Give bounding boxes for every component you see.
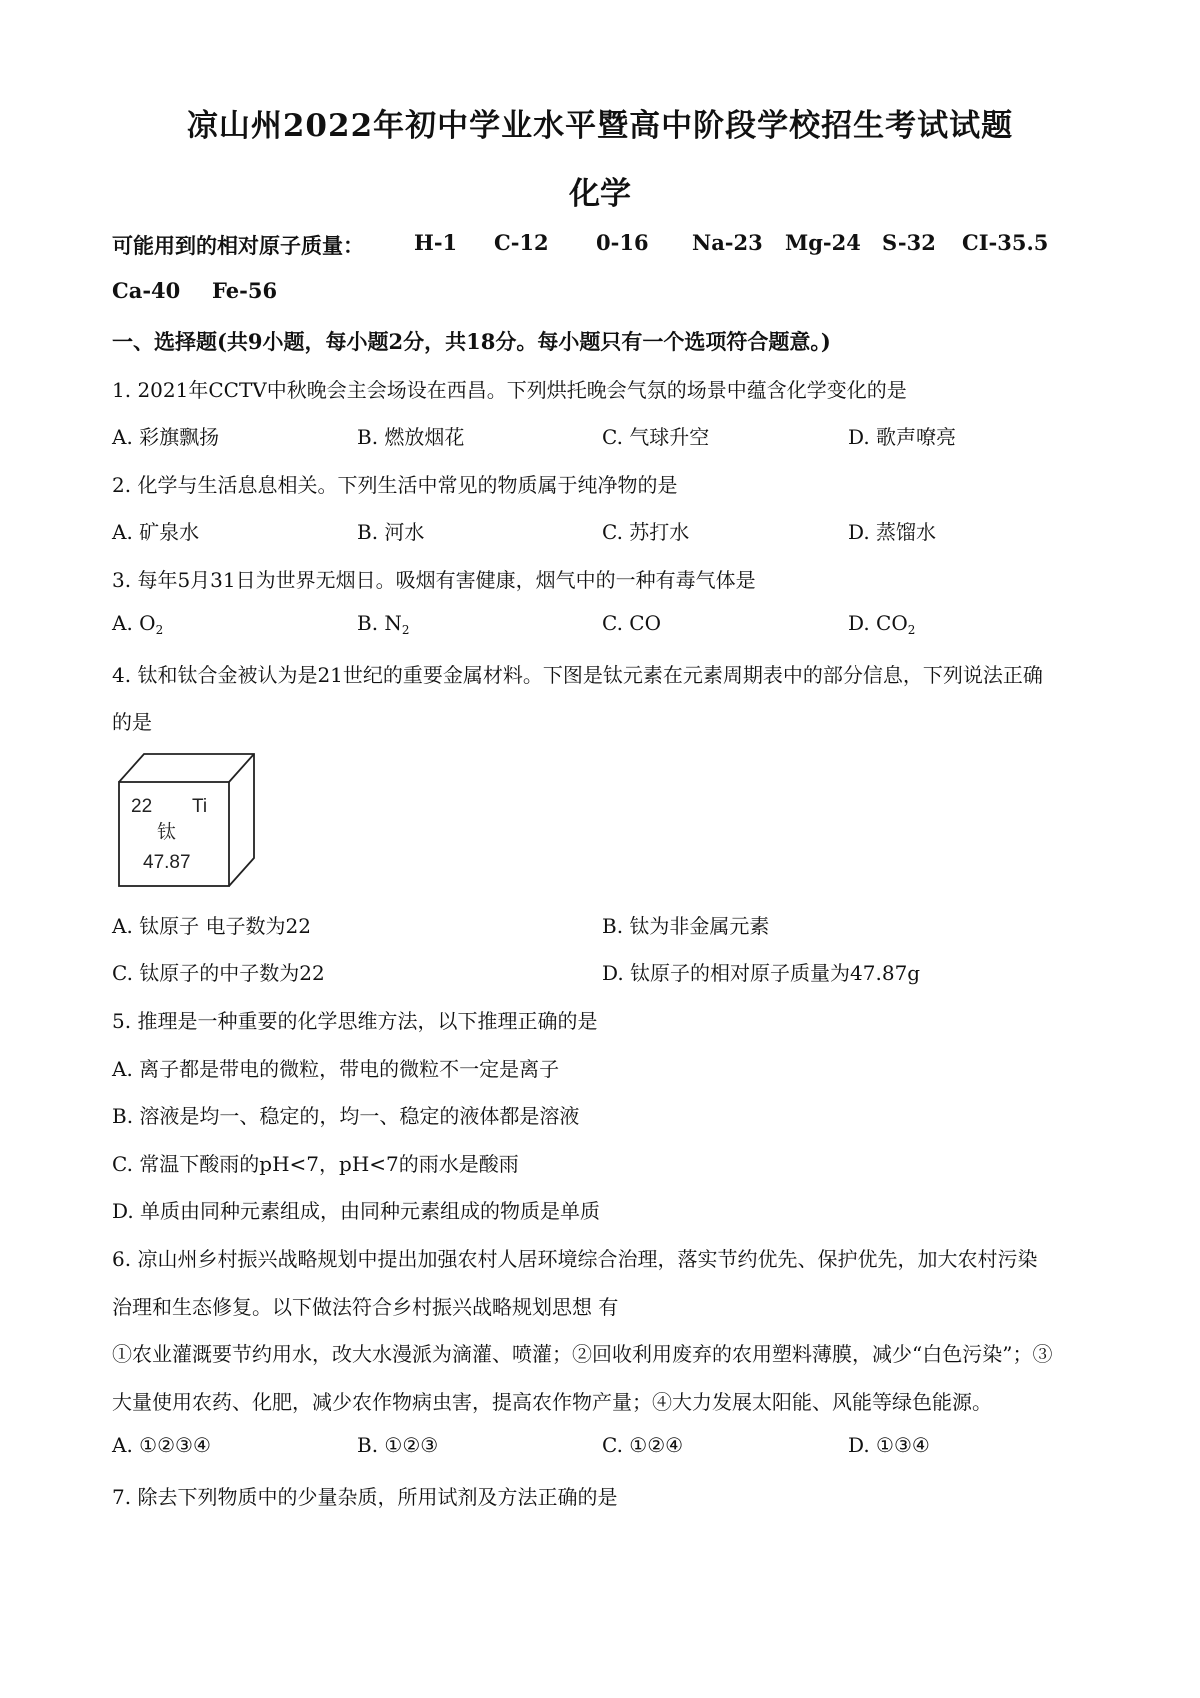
question-4-option-b: B. 钛为非金属元素 xyxy=(602,914,770,938)
question-2-option-b: B. 河水 xyxy=(357,520,425,544)
question-3-stem: 3. 每年5月31日为世界无烟日。吸烟有害健康，烟气中的一种有毒气体是 xyxy=(112,568,756,592)
formula-text: C. CO xyxy=(602,611,662,635)
question-7-stem: 7. 除去下列物质中的少量杂质，所用试剂及方法正确的是 xyxy=(112,1485,618,1509)
question-6-option-b: B. ①②③ xyxy=(357,1433,439,1457)
formula-subscript: 2 xyxy=(401,623,410,637)
question-1-option-a: A. 彩旗飘扬 xyxy=(112,425,220,449)
question-6-detail-line-1: ①农业灌溉要节约用水，改大水漫派为滴灌、喷灌；②回收利用废弃的农用塑料薄膜，减少“白色污染”；③ xyxy=(112,1342,1053,1366)
atomic-mass-label: 可能用到的相对原子质量： xyxy=(112,233,364,258)
atomic-mass-item: Ca-40 xyxy=(112,278,181,303)
subject-title: 化学 xyxy=(569,176,631,212)
question-4-option-a: A. 钛原子 电子数为22 xyxy=(112,914,311,938)
question-3-option-c xyxy=(602,611,661,635)
question-4-option-d: D. 钛原子的相对原子质量为47.87g xyxy=(602,961,921,985)
question-5-stem: 5. 推理是一种重要的化学思维方法，以下推理正确的是 xyxy=(112,1009,598,1033)
atomic-mass-item: S-32 xyxy=(882,230,936,255)
question-1-stem: 1. 2021年CCTV中秋晚会主会场设在西昌。下列烘托晚会气氛的场景中蕴含化学变化的是 xyxy=(112,378,907,402)
question-3-option-d xyxy=(848,611,915,635)
question-4-stem-line-1: 4. 钛和钛合金被认为是21世纪的重要金属材料。下图是钛元素在元素周期表中的部分信息，下列说法正确 xyxy=(112,663,1043,687)
question-6-option-c: C. ①②④ xyxy=(602,1433,684,1457)
question-2-stem: 2. 化学与生活息息相关。下列生活中常见的物质属于纯净物的是 xyxy=(112,473,678,497)
question-6-stem-line-2: 治理和生态修复。以下做法符合乡村振兴战略规划思想 有 xyxy=(112,1295,619,1319)
element-name: 钛 xyxy=(157,821,177,843)
question-4-stem-line-2: 的是 xyxy=(112,710,152,734)
question-5-option-a: A. 离子都是带电的微粒，带电的微粒不一定是离子 xyxy=(112,1057,560,1081)
atomic-mass-item: Fe-56 xyxy=(212,278,278,303)
question-3-option-a xyxy=(112,611,163,635)
question-6-detail-line-2: 大量使用农药、化肥，减少农作物病虫害，提高农作物产量；④大力发展太阳能、风能等绿色能源。 xyxy=(112,1390,992,1414)
formula-subscript: 2 xyxy=(907,623,916,637)
question-6-stem-line-1: 6. 凉山州乡村振兴战略规划中提出加强农村人居环境综合治理，落实节约优先、保护优先，加大农村污染 xyxy=(112,1247,1038,1271)
question-5-option-d: D. 单质由同种元素组成，由同种元素组成的物质是单质 xyxy=(112,1199,601,1223)
question-1-option-d: D. 歌声嘹亮 xyxy=(848,425,957,449)
atomic-mass-item: C-12 xyxy=(494,230,549,255)
formula-text: A. O xyxy=(112,611,156,635)
element-atomic-number: 22 xyxy=(131,796,153,817)
atomic-mass-item: H-1 xyxy=(414,230,458,255)
element-symbol: Ti xyxy=(192,796,208,817)
formula-text: D. CO xyxy=(848,611,908,635)
section-heading: 一、选择题(共9小题，每小题2分，共18分。每小题只有一个选项符合题意。) xyxy=(112,329,831,354)
question-6-option-a: A. ①②③④ xyxy=(112,1433,211,1457)
question-6-option-d: D. ①③④ xyxy=(848,1433,930,1457)
question-5-option-c: C. 常温下酸雨的pH<7，pH<7的雨水是酸雨 xyxy=(112,1152,519,1176)
question-1-option-c: C. 气球升空 xyxy=(602,425,710,449)
question-2-option-a: A. 矿泉水 xyxy=(112,520,200,544)
question-2-option-c: C. 苏打水 xyxy=(602,520,690,544)
question-3-option-b xyxy=(357,611,410,635)
exam-title: 凉山州2022年初中学业水平暨高中阶段学校招生考试试题 xyxy=(186,108,1014,144)
formula-subscript: 2 xyxy=(155,623,164,637)
question-2-option-d: D. 蒸馏水 xyxy=(848,520,937,544)
atomic-mass-item: Na-23 xyxy=(692,230,763,255)
element-mass: 47.87 xyxy=(143,852,191,873)
atomic-mass-item: CI-35.5 xyxy=(962,230,1049,255)
question-4-option-c: C. 钛原子的中子数为22 xyxy=(112,961,325,985)
atomic-mass-item: 0-16 xyxy=(596,230,649,255)
formula-text: B. N xyxy=(357,611,402,635)
atomic-mass-item: Mg-24 xyxy=(785,230,861,255)
question-5-option-b: B. 溶液是均一、稳定的，均一、稳定的液体都是溶液 xyxy=(112,1104,580,1128)
question-1-option-b: B. 燃放烟花 xyxy=(357,425,465,449)
element-card-figure xyxy=(112,750,262,890)
